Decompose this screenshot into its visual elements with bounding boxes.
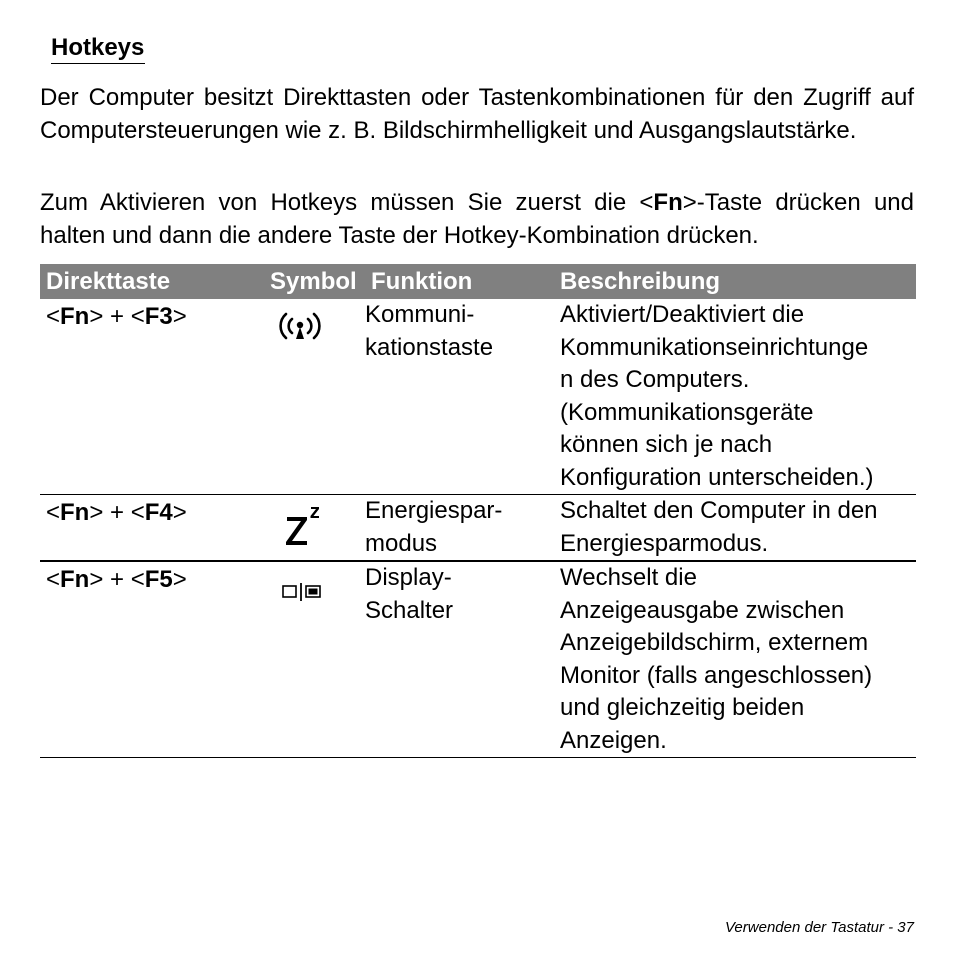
function-cell xyxy=(359,561,554,758)
table-row xyxy=(40,299,916,495)
key-fn: Fn xyxy=(60,303,90,330)
display-switch-icon xyxy=(280,580,330,604)
function-line: modus xyxy=(365,529,438,557)
hotkey-cell: <Fn> + <F5> xyxy=(40,561,252,758)
description-line: Kommunikationseinrichtunge xyxy=(560,333,869,361)
table-row xyxy=(40,495,916,562)
header-funktion: Funktion xyxy=(359,264,554,299)
instruction-text-before: Zum Aktivieren von Hotkeys müssen Sie zuerst die < xyxy=(40,189,654,216)
function-line: Display- xyxy=(365,564,452,591)
description-cell xyxy=(554,495,916,562)
page-heading: Hotkeys xyxy=(51,33,145,64)
wireless-communication-icon xyxy=(270,305,330,349)
function-line: kationstaste xyxy=(365,333,494,361)
symbol-cell xyxy=(252,561,359,758)
description-line: Anzeigen. xyxy=(560,726,667,754)
description-cell xyxy=(554,561,916,758)
key-f5: F5 xyxy=(144,566,173,593)
description-line: n des Computers. xyxy=(560,366,750,393)
header-beschreibung: Beschreibung xyxy=(554,264,916,299)
description-line: und gleichzeitig beiden xyxy=(560,694,805,721)
description-line: können sich je nach xyxy=(560,431,773,458)
description-line: Anzeigebildschirm, externem xyxy=(560,629,869,656)
symbol-cell xyxy=(252,299,359,495)
function-line: Energiespar- xyxy=(365,497,503,524)
function-line: Schalter xyxy=(365,596,454,624)
function-cell xyxy=(359,299,554,495)
fn-key-label: Fn xyxy=(653,189,683,216)
header-direkttaste: Direkttaste xyxy=(40,264,252,299)
instruction-paragraph xyxy=(40,187,914,252)
hotkey-cell: <Fn> + <F3> xyxy=(40,299,252,495)
description-line: Aktiviert/Deaktiviert die xyxy=(560,301,805,328)
header-symbol: Symbol xyxy=(252,264,359,299)
description-line: Monitor (falls angeschlossen) xyxy=(560,661,873,689)
key-f4: F4 xyxy=(144,499,173,526)
key-fn: Fn xyxy=(60,566,90,593)
description-cell xyxy=(554,299,916,495)
instruction-text-after: >-Taste drücken und halten und dann die andere Taste der Hotkey-Kombination drücken. xyxy=(40,189,914,249)
description-line: Schaltet den Computer in den xyxy=(560,497,878,524)
hotkey-cell: <Fn> + <F4> xyxy=(40,495,252,562)
description-line: Anzeigeausgabe zwischen xyxy=(560,596,845,624)
table-row xyxy=(40,561,916,758)
intro-paragraph: Der Computer besitzt Direkttasten oder Tastenkombinationen für den Zugriff auf Computersteuerungen wie z. B. Bildschirmhelligkeit und Ausgangslautstärke. xyxy=(40,84,914,144)
table-header-row xyxy=(40,264,916,299)
symbol-cell xyxy=(252,495,359,562)
description-line: Wechselt die xyxy=(560,564,697,591)
key-f3: F3 xyxy=(144,303,173,330)
description-line: Energiesparmodus. xyxy=(560,529,769,557)
sleep-zz-icon xyxy=(280,499,330,549)
function-line: Kommuni- xyxy=(365,301,475,328)
description-line: Konfiguration unterscheiden.) xyxy=(560,463,874,491)
description-line: (Kommunikationsgeräte xyxy=(560,398,814,426)
page-footer: Verwenden der Tastatur - 37 xyxy=(724,919,914,936)
hotkey-table xyxy=(40,264,916,758)
function-cell xyxy=(359,495,554,562)
key-fn: Fn xyxy=(60,499,90,526)
